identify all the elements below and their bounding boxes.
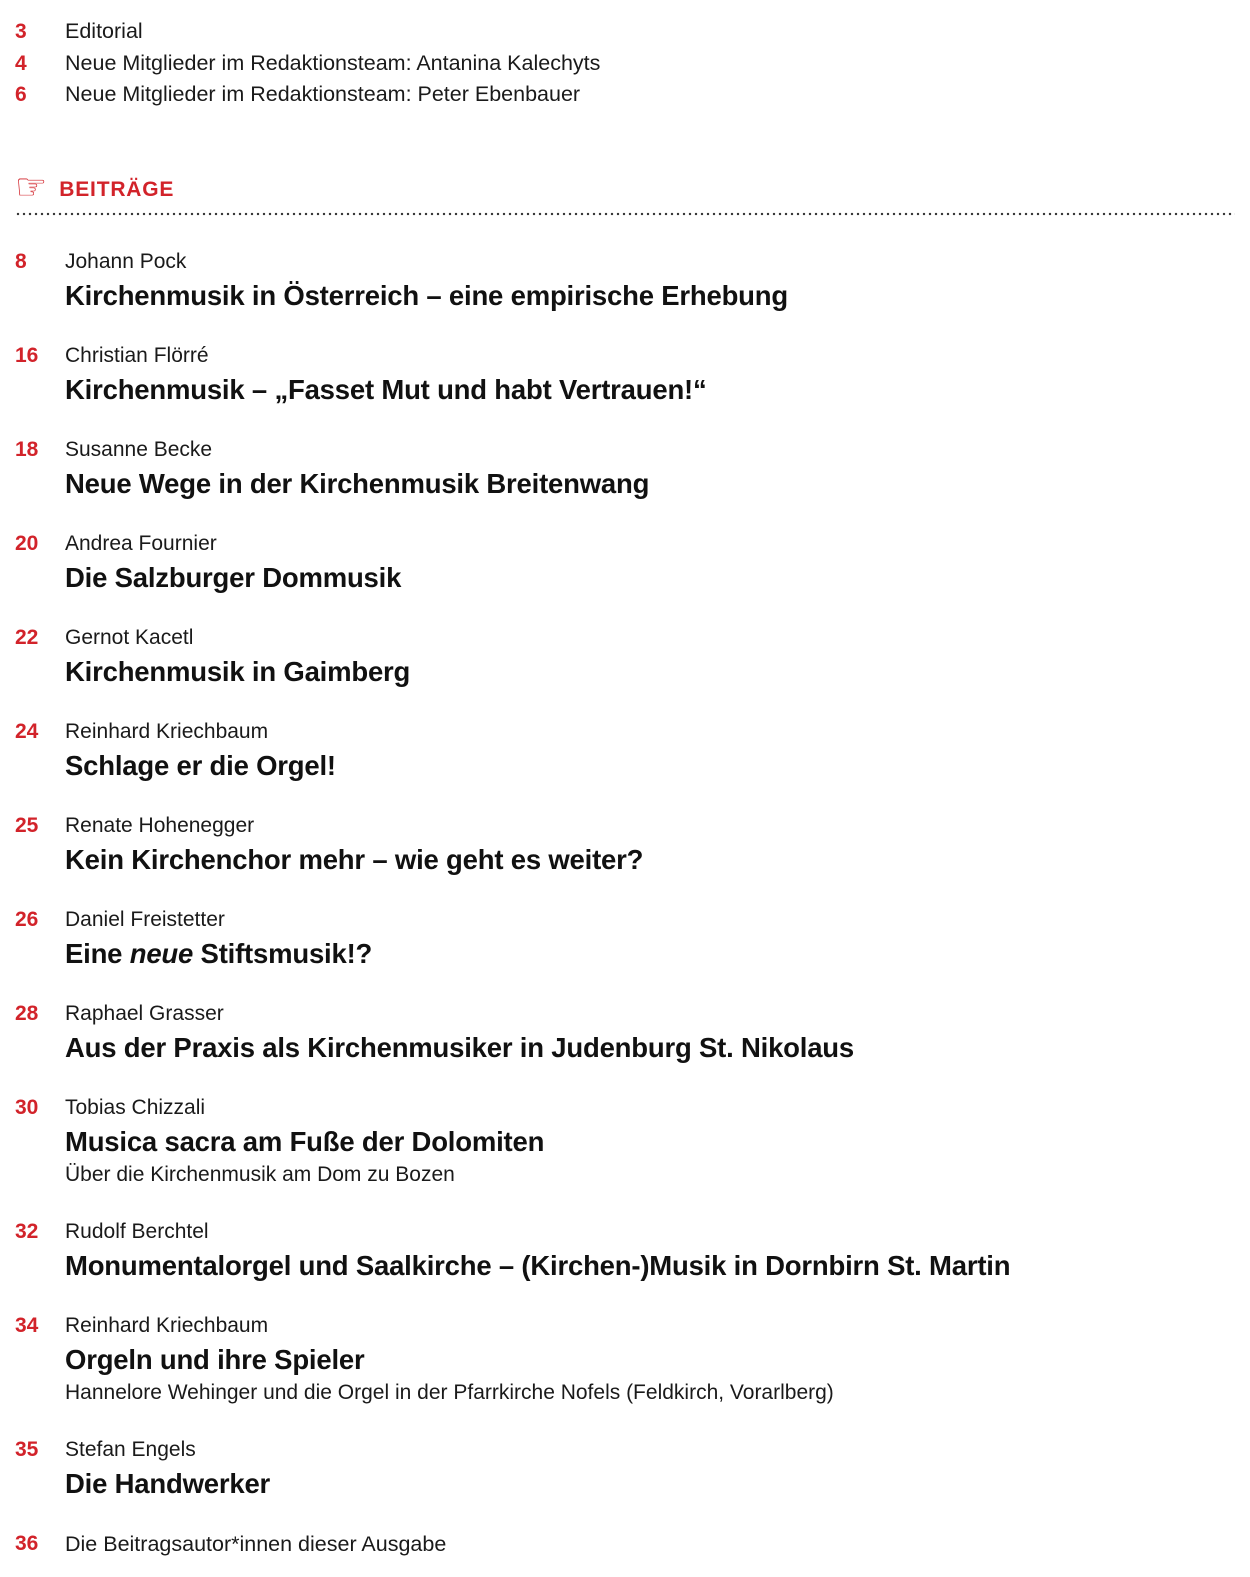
page-number: 35 — [15, 1437, 39, 1461]
toc-entry — [15, 1311, 1235, 1408]
toc-entry-body — [65, 1435, 1235, 1502]
toc-entry — [15, 341, 1235, 408]
entry-author: Christian Flörré — [65, 343, 209, 367]
pointing-hand-icon: ☞ — [15, 166, 48, 208]
entry-author: Johann Pock — [65, 249, 187, 273]
page-number: 16 — [15, 343, 39, 367]
entry-title: Monumentalorgel und Saalkirche – (Kirchen-)Musik in Dornbirn St. Martin — [65, 1249, 1011, 1281]
page-number: 18 — [15, 437, 39, 461]
page-number: 28 — [15, 1001, 39, 1025]
toc-entry-body — [65, 247, 1235, 314]
toc-entry-body — [65, 905, 1235, 972]
section-header-beitraege — [15, 166, 1235, 208]
toc-entry — [15, 811, 1235, 878]
entry-title: Kirchenmusik in Gaimberg — [65, 655, 411, 687]
entry-title: Kein Kirchenchor mehr – wie geht es weiter? — [65, 843, 644, 875]
entry-title: Aus der Praxis als Kirchenmusiker in Judenburg St. Nikolaus — [65, 1031, 855, 1063]
toc-top-item-label: Editorial — [65, 19, 143, 43]
toc-entry — [15, 1435, 1235, 1502]
entry-author: Stefan Engels — [65, 1437, 196, 1461]
toc-entry — [15, 247, 1235, 314]
toc-entry-body — [65, 623, 1235, 690]
toc-top-item-label: Neue Mitglieder im Redaktionsteam: Peter Ebenbauer — [65, 82, 581, 106]
section-title: BEITRÄGE — [59, 177, 175, 201]
page-number: 32 — [15, 1219, 39, 1243]
entry-author: Reinhard Kriechbaum — [65, 719, 269, 743]
entry-author: Tobias Chizzali — [65, 1095, 206, 1119]
entry-author: Susanne Becke — [65, 437, 213, 461]
toc-entry — [15, 529, 1235, 596]
toc-entry-body — [65, 1529, 1235, 1559]
page-number: 6 — [15, 83, 27, 106]
page-number: 24 — [15, 719, 39, 743]
entry-author: Rudolf Berchtel — [65, 1219, 209, 1243]
toc-entries-list — [15, 247, 1235, 1559]
toc-entry-body — [65, 1217, 1235, 1284]
toc-top-item-label: Neue Mitglieder im Redaktionsteam: Antanina Kalechyts — [65, 50, 601, 75]
entry-title: Kirchenmusik – „Fasset Mut und habt Vertrauen!“ — [65, 373, 707, 405]
dotted-divider — [15, 212, 1235, 216]
page-number: 20 — [15, 531, 39, 555]
toc-entry-body — [65, 435, 1235, 502]
page-number: 34 — [15, 1313, 39, 1337]
entry-author: Andrea Fournier — [65, 531, 217, 555]
toc-top-item — [15, 48, 1235, 80]
entry-author: Raphael Grasser — [65, 1001, 224, 1025]
entry-title: Orgeln und ihre Spieler — [65, 1343, 365, 1375]
entry-plain-label: Die Beitragsautor*innen dieser Ausgabe — [65, 1531, 447, 1556]
toc-entry-body — [65, 999, 1235, 1066]
page-number: 26 — [15, 907, 39, 931]
toc-entry-body — [65, 341, 1235, 408]
page-number: 4 — [15, 51, 27, 75]
entry-title: Die Salzburger Dommusik — [65, 561, 402, 593]
page-number: 36 — [15, 1531, 39, 1555]
toc-entry-body — [65, 529, 1235, 596]
toc-top-list — [15, 16, 1235, 111]
page-number: 3 — [15, 20, 27, 43]
toc-entry — [15, 1093, 1235, 1190]
entry-author: Reinhard Kriechbaum — [65, 1313, 269, 1337]
entry-title: Neue Wege in der Kirchenmusik Breitenwang — [65, 467, 650, 499]
toc-entry-body — [65, 1093, 1235, 1190]
toc-entry-body — [65, 717, 1235, 784]
entry-author: Renate Hohenegger — [65, 813, 255, 837]
toc-entry — [15, 717, 1235, 784]
page-number: 30 — [15, 1095, 39, 1119]
toc-top-item — [15, 16, 1235, 48]
page-number: 22 — [15, 625, 39, 649]
toc-entry — [15, 905, 1235, 972]
entry-author: Gernot Kacetl — [65, 625, 194, 649]
toc-entry-body — [65, 811, 1235, 878]
toc-entry — [15, 623, 1235, 690]
toc-top-item — [15, 79, 1235, 111]
entry-title: Kirchenmusik in Österreich – eine empirische Erhebung — [65, 279, 788, 311]
toc-entry — [15, 999, 1235, 1066]
entry-subtitle: Über die Kirchenmusik am Dom zu Bozen — [65, 1162, 455, 1186]
entry-subtitle: Hannelore Wehinger und die Orgel in der Pfarrkirche Nofels (Feldkirch, Vorarlberg) — [65, 1380, 834, 1404]
entry-title: Die Handwerker — [65, 1467, 271, 1499]
toc-entry — [15, 435, 1235, 502]
page-number: 25 — [15, 813, 39, 837]
entry-title: Musica sacra am Fuße der Dolomiten — [65, 1125, 545, 1157]
toc-entry — [15, 1217, 1235, 1284]
toc-entry-body — [65, 1311, 1235, 1408]
entry-author: Daniel Freistetter — [65, 907, 225, 931]
entry-title: Eine neue Stiftsmusik!? — [65, 937, 373, 969]
toc-entry — [15, 1529, 1235, 1559]
entry-title: Schlage er die Orgel! — [65, 749, 336, 781]
page-number: 8 — [15, 249, 27, 273]
